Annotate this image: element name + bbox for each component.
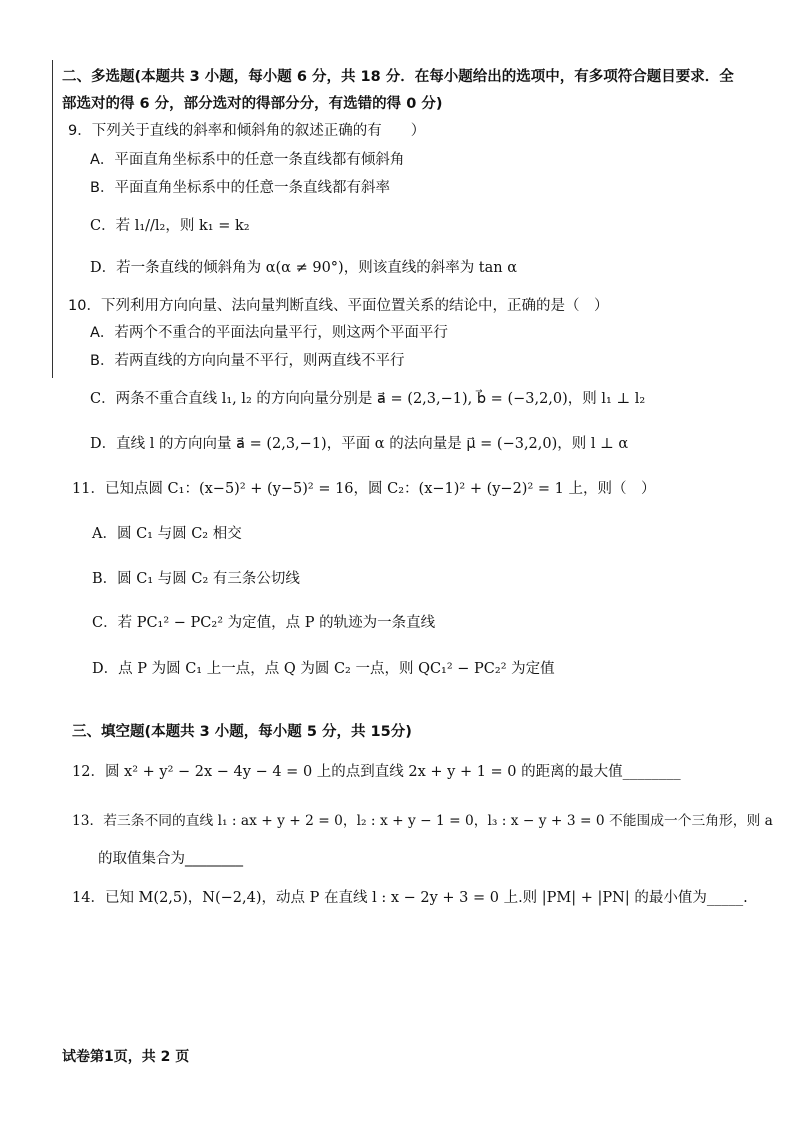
q13-line2: 的取值集合为________ xyxy=(98,851,243,867)
q10-option-a: A．若两个不重合的平面法向量平行，则这两个平面平行 xyxy=(90,325,448,341)
q10-stem: 10．下列利用方向向量、法向量判断直线、平面位置关系的结论中，正确的是（ ） xyxy=(68,298,609,314)
q10-option-d: D．直线 l 的方向向量 a⃗ = (2,3,−1)，平面 α 的法向量是 μ⃗ = (−3,2,0)，则 l ⊥ α xyxy=(90,436,629,452)
page-footer: 试卷第1页，共 2 页 xyxy=(62,1049,190,1065)
section2-header-line1: 二、多选题(本题共 3 小题，每小题 6 分，共 18 分．在每小题给出的选项中，有多项符合题目要求．全 xyxy=(62,69,734,85)
q12: 12．圆 x² + y² − 2x − 4y − 4 = 0 上的点到直线 2x + y + 1 = 0 的距离的最大值________ xyxy=(72,764,681,780)
binding-margin-line xyxy=(52,60,53,378)
section3-header: 三、填空题(本题共 3 小题，每小题 5 分，共 15分) xyxy=(72,724,412,740)
q9-option-c: C．若 l₁//l₂，则 k₁ = k₂ xyxy=(90,218,250,234)
q13-line1: 13．若三条不同的直线 l₁ : ax + y + 2 = 0，l₂ : x + y − 1 = 0，l₃ : x − y + 3 = 0 不能围成一个三角形，则 a xyxy=(72,813,773,829)
q9-option-d: D．若一条直线的倾斜角为 α(α ≠ 90°)，则该直线的斜率为 tan α xyxy=(90,260,518,276)
q11-stem: 11．已知点圆 C₁：(x−5)² + (y−5)² = 16，圆 C₂：(x−1)² + (y−2)² = 1 上，则（ ） xyxy=(72,481,656,497)
q9-option-a: A．平面直角坐标系中的任意一条直线都有倾斜角 xyxy=(90,152,405,168)
section2-header-line2: 部选对的得 6 分，部分选对的得部分分，有选错的得 0 分) xyxy=(62,96,443,112)
q11-option-c: C．若 PC₁² − PC₂² 为定值，点 P 的轨迹为一条直线 xyxy=(92,615,436,631)
q10-option-b: B．若两直线的方向向量不平行，则两直线不平行 xyxy=(90,353,405,369)
q9-option-b: B．平面直角坐标系中的任意一条直线都有斜率 xyxy=(90,180,390,196)
q11-option-a: A．圆 C₁ 与圆 C₂ 相交 xyxy=(92,526,242,542)
q9-stem: 9．下列关于直线的斜率和倾斜角的叙述正确的有 ） xyxy=(68,123,426,139)
q11-option-b: B．圆 C₁ 与圆 C₂ 有三条公切线 xyxy=(92,571,300,587)
q14: 14．已知 M(2,5)，N(−2,4)，动点 P 在直线 l : x − 2y + 3 = 0 上.则 |PM| + |PN| 的最小值为_____. xyxy=(72,890,748,906)
q11-option-d: D．点 P 为圆 C₁ 上一点，点 Q 为圆 C₂ 一点，则 QC₁² − PC₂² 为定值 xyxy=(92,661,555,677)
q10-option-c: C．两条不重合直线 l₁, l₂ 的方向向量分别是 a⃗ = (2,3,−1), b⃗ = (−3,2,0)，则 l₁ ⊥ l₂ xyxy=(90,391,646,407)
